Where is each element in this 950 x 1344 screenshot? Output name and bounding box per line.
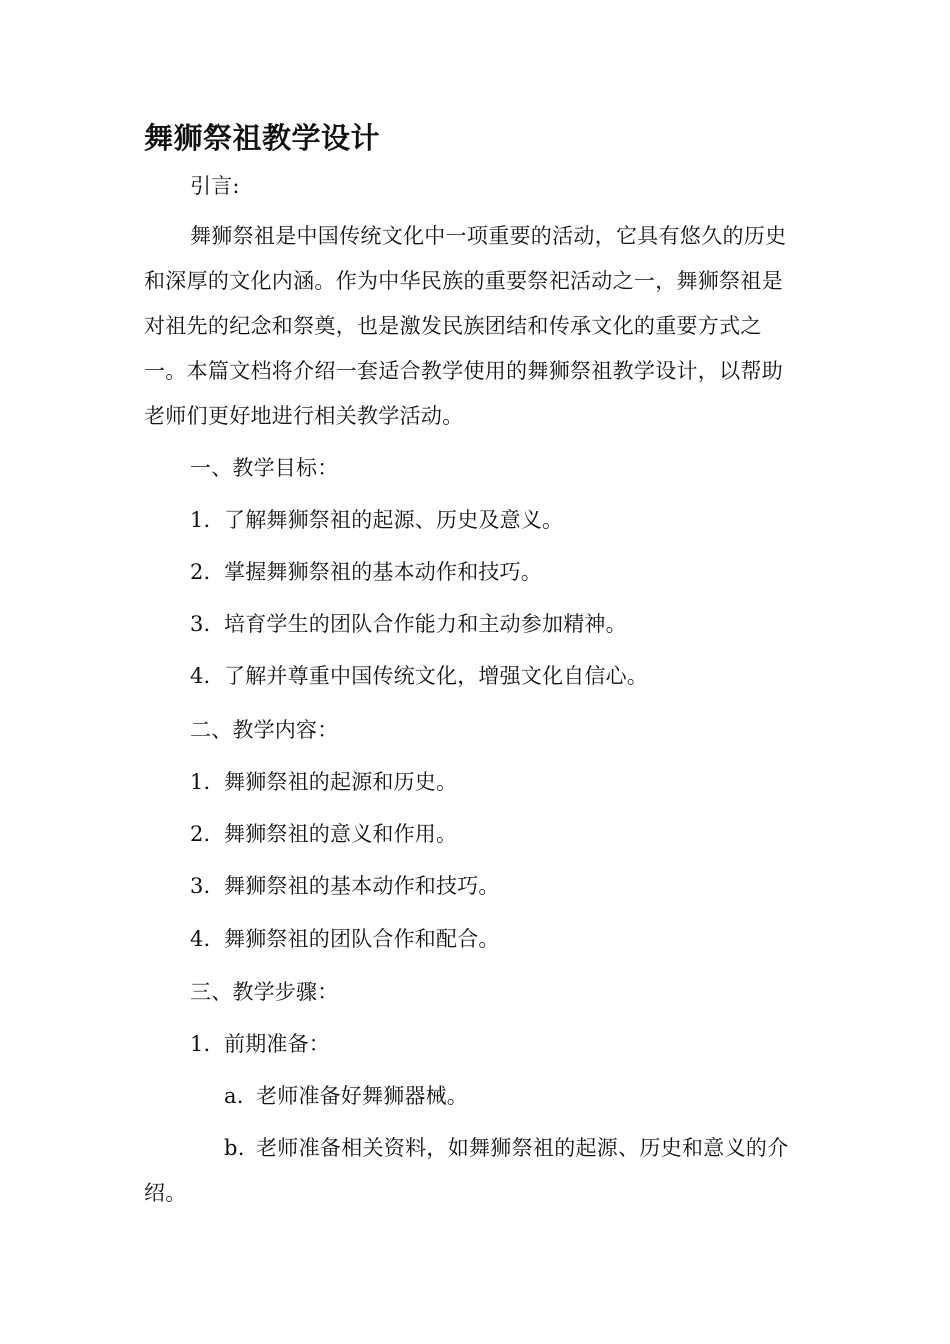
list-item bbox=[190, 610, 627, 638]
list-item-text: 舞狮祭祖的团队合作和配合。 bbox=[224, 927, 500, 951]
intro-heading: 引言: bbox=[190, 174, 240, 198]
list-item-number: 3. bbox=[190, 612, 211, 636]
sub-item bbox=[224, 1082, 468, 1110]
list-item-text: 舞狮祭祖的起源和历史。 bbox=[224, 770, 458, 794]
list-item bbox=[190, 558, 542, 586]
list-item-text: 舞狮祭祖的基本动作和技巧。 bbox=[224, 874, 500, 898]
list-item-text: 了解舞狮祭祖的起源、历史及意义。 bbox=[224, 508, 564, 532]
sub-item-letter: b. bbox=[224, 1136, 245, 1160]
list-item-number: 4. bbox=[190, 927, 211, 951]
document-title: 舞狮祭祖教学设计 bbox=[144, 121, 381, 155]
list-item-number: 1. bbox=[190, 508, 211, 532]
list-item bbox=[190, 768, 457, 796]
sub-item-text: 老师准备相关资料，如舞狮祭祖的起源、历史和意义的介绍。 bbox=[144, 1136, 789, 1205]
list-item-number: 4. bbox=[190, 664, 211, 688]
intro-paragraph-text: 舞狮祭祖是中国传统文化中一项重要的活动，它具有悠久的历史和深厚的文化内涵。作为中华民族的重要祭祀活动之一，舞狮祭祖是对祖先的纪念和祭奠，也是激发民族团结和传承文化的重要方式之一。本篇文档将介绍一套适合教学使用的舞狮祭祖教学设计，以帮助老师们更好地进行相关教学活动。 bbox=[144, 224, 787, 428]
list-item bbox=[190, 925, 500, 953]
section3-heading: 三、教学步骤： bbox=[190, 980, 339, 1004]
list-item bbox=[190, 820, 457, 848]
list-item bbox=[190, 872, 500, 900]
list-item-text: 了解并尊重中国传统文化，增强文化自信心。 bbox=[224, 664, 648, 688]
sub-item-letter: a. bbox=[224, 1084, 244, 1108]
list-item bbox=[190, 662, 648, 690]
list-item-text: 舞狮祭祖的意义和作用。 bbox=[224, 822, 458, 846]
section2-heading: 二、教学内容： bbox=[190, 718, 339, 742]
list-item-text: 掌握舞狮祭祖的基本动作和技巧。 bbox=[224, 560, 542, 584]
list-item-text: 培育学生的团队合作能力和主动参加精神。 bbox=[224, 612, 627, 636]
section1-heading: 一、教学目标： bbox=[190, 456, 339, 480]
list-item-number: 2. bbox=[190, 560, 211, 584]
step-number: 1. bbox=[190, 1032, 211, 1056]
list-item-number: 1. bbox=[190, 770, 211, 794]
list-item-number: 2. bbox=[190, 822, 211, 846]
sub-item-wrapped bbox=[144, 1126, 796, 1216]
sub-item-text: 老师准备好舞狮器械。 bbox=[256, 1084, 468, 1108]
step-text: 前期准备： bbox=[224, 1032, 330, 1056]
list-item-number: 3. bbox=[190, 874, 211, 898]
list-item bbox=[190, 506, 563, 534]
intro-paragraph bbox=[144, 214, 796, 439]
step-item bbox=[190, 1030, 330, 1058]
